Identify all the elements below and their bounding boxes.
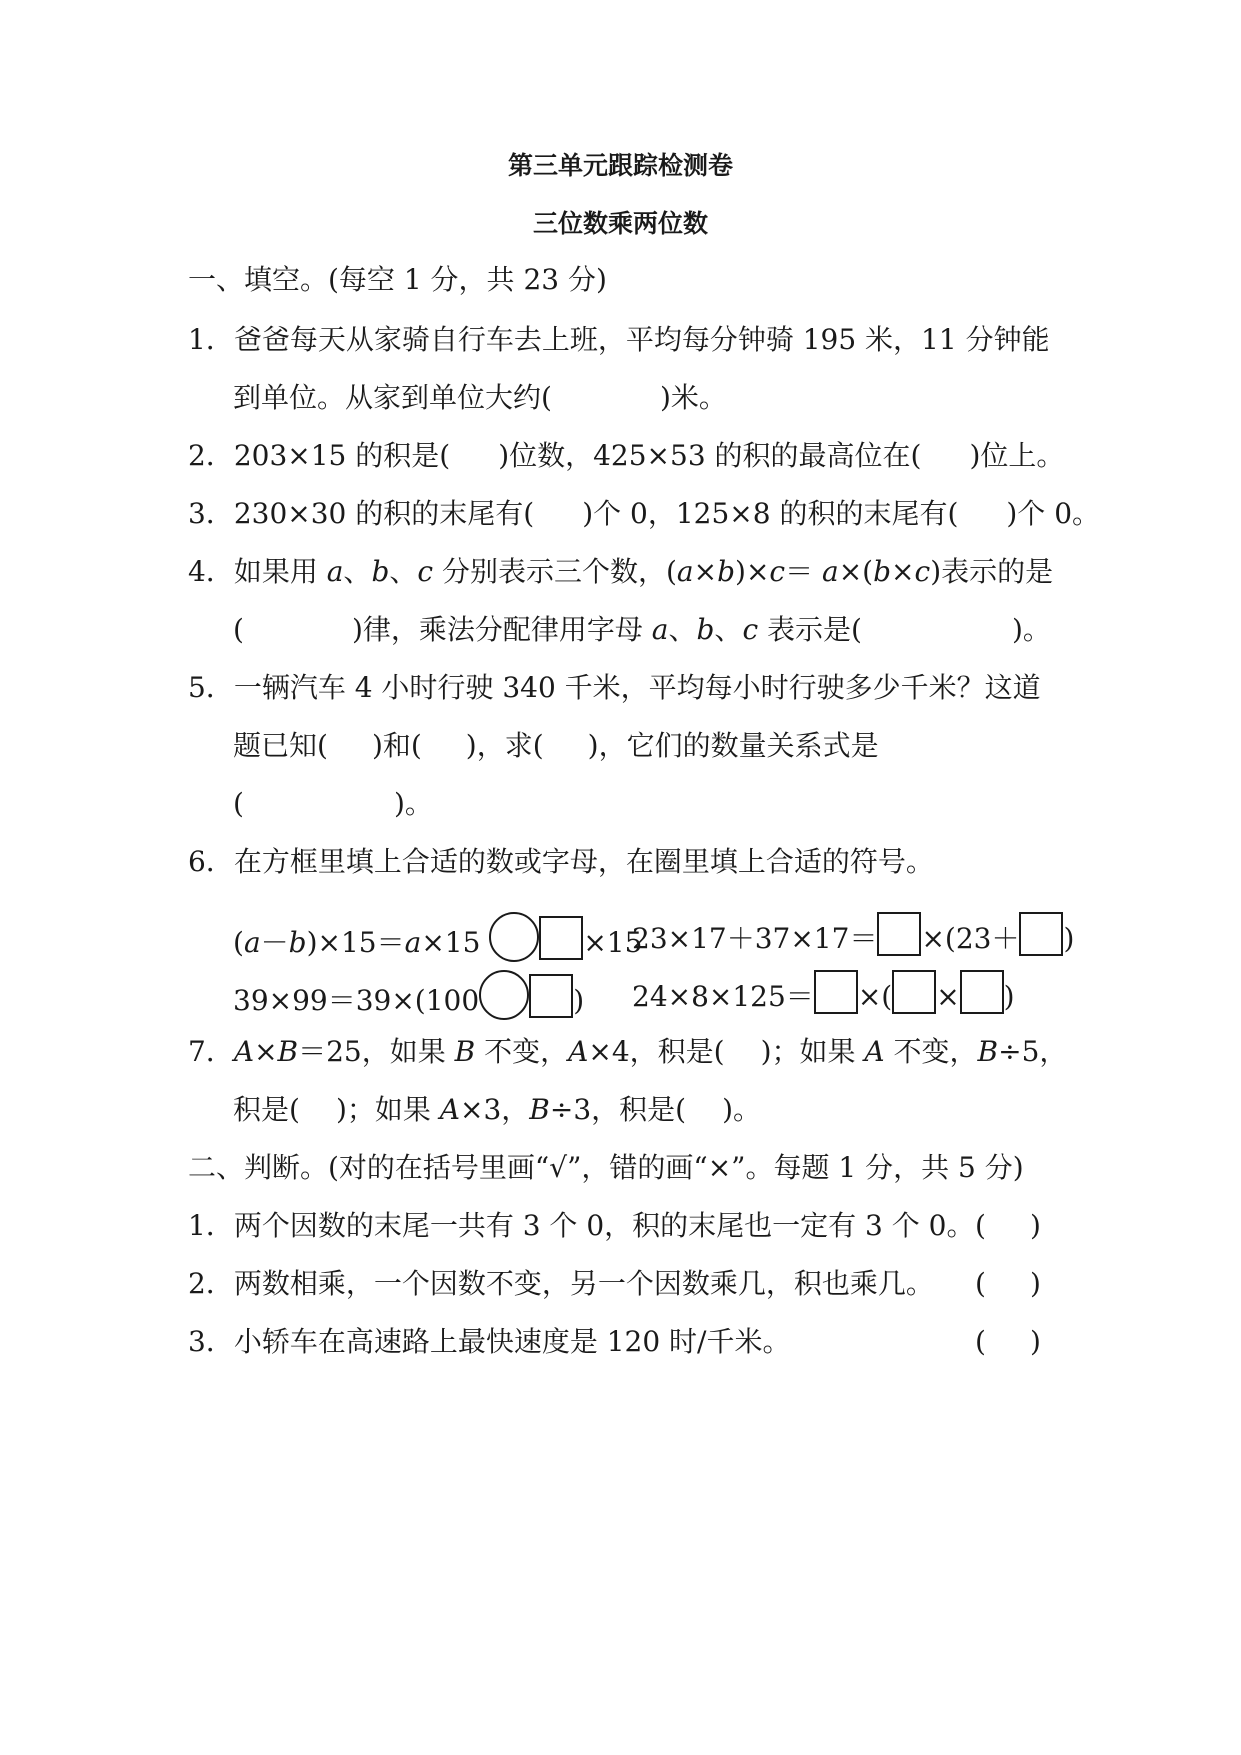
q1-line2: 到单位。从家到单位大约( )米。 <box>233 381 727 414</box>
answer-box[interactable] <box>539 916 583 960</box>
q6-line1: 6．在方框里填上合适的数或字母，在圈里填上合适的符号。 <box>188 845 934 878</box>
judge-answer-paren[interactable]: ( ) <box>975 1325 1041 1358</box>
q6-row2-right: 24×8×125＝ ×( × ) <box>632 970 1015 1015</box>
judge-item: 2．两数相乘，一个因数不变，另一个因数乘几，积也乘几。 ( ) <box>188 1267 1041 1300</box>
q6-row2-left: 39×99＝39×(100 ) <box>233 970 584 1020</box>
answer-box[interactable] <box>877 912 921 956</box>
q1-line1: 1．爸爸每天从家骑自行车去上班，平均每分钟骑 195 米，11 分钟能 <box>188 323 1050 356</box>
q5-line2: 题已知( )和( )，求( )，它们的数量关系式是 <box>233 729 879 762</box>
section1-heading: 一、填空。(每空 1 分，共 23 分) <box>188 263 607 296</box>
q6-row1-right: 23×17＋37×17＝ ×(23＋ ) <box>632 912 1074 957</box>
judge-answer-paren[interactable]: ( ) <box>975 1267 1041 1300</box>
q2-line: 2．203×15 的积是( )位数，425×53 的积的最高位在( )位上。 <box>188 439 1065 472</box>
section2-heading: 二、判断。(对的在括号里画“√”，错的画“×”。每题 1 分，共 5 分) <box>188 1151 1024 1184</box>
answer-box[interactable] <box>960 970 1004 1014</box>
q4-line2: ( )律，乘法分配律用字母 a、b、c 表示是( )。 <box>233 613 1051 646</box>
q3-line: 3．230×30 的积的末尾有( )个 0，125×8 的积的末尾有( )个 0。 <box>188 497 1101 530</box>
q5-line3: ( )。 <box>233 787 433 820</box>
q7-line2: 积是( )；如果 A×3，B÷3，积是( )。 <box>233 1093 761 1126</box>
q6-row1-left: (a－b)×15＝a×15 ×15 <box>233 912 642 962</box>
answer-box[interactable] <box>1019 912 1063 956</box>
judge-item: 1．两个因数的末尾一共有 3 个 0，积的末尾也一定有 3 个 0。 ( ) <box>188 1209 1041 1242</box>
q7-line1: 7．A×B＝25，如果 B 不变，A×4，积是( )；如果 A 不变，B÷5， <box>188 1035 1068 1068</box>
worksheet-subtitle: 三位数乘两位数 <box>532 209 708 238</box>
answer-circle[interactable] <box>489 912 539 962</box>
judge-item: 3．小轿车在高速路上最快速度是 120 时/千米。 ( ) <box>188 1325 1041 1358</box>
answer-box[interactable] <box>892 970 936 1014</box>
q4-line1: 4．如果用 a、b、c 分别表示三个数，(a×b)×c＝ a×(b×c)表示的是 <box>188 555 1054 588</box>
answer-box[interactable] <box>814 970 858 1014</box>
judge-answer-paren[interactable]: ( ) <box>975 1209 1041 1242</box>
answer-box[interactable] <box>529 974 573 1018</box>
answer-circle[interactable] <box>479 970 529 1020</box>
worksheet-title: 第三单元跟踪检测卷 <box>507 151 733 180</box>
q5-line1: 5．一辆汽车 4 小时行驶 340 千米，平均每小时行驶多少千米？这道 <box>188 671 1041 704</box>
